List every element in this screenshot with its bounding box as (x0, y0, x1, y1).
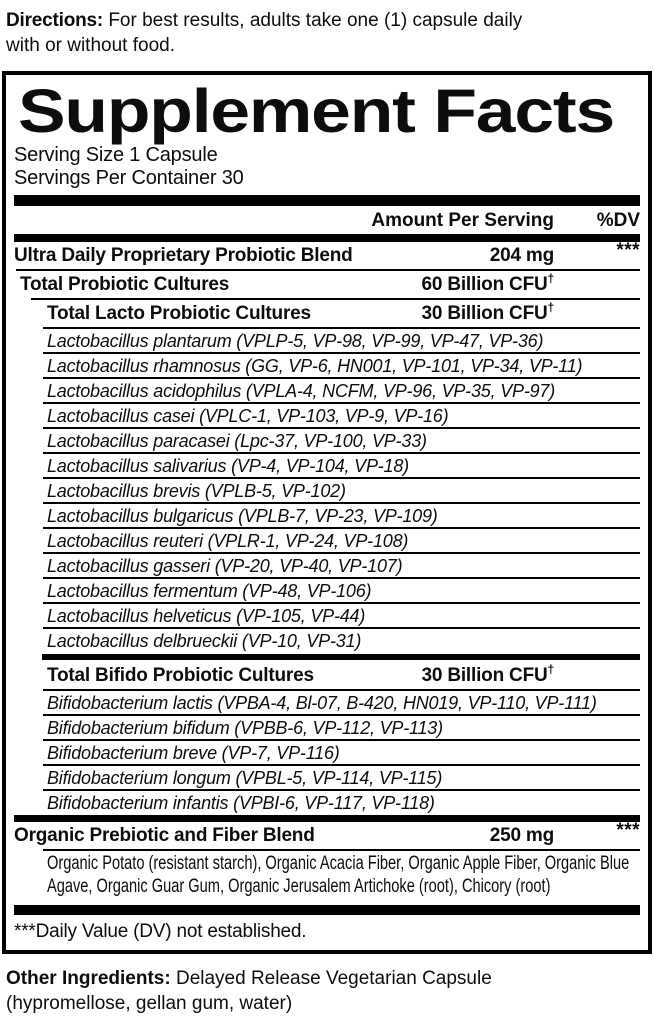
serving-size: Serving Size 1 Capsule (14, 144, 218, 166)
column-header-row (14, 206, 640, 234)
row-name: Organic Prebiotic and Fiber Blend (14, 825, 315, 846)
table-row (14, 716, 640, 739)
table-row (14, 329, 640, 352)
servings-per-container: Servings Per Container 30 (14, 167, 244, 189)
divider-thick-top (14, 195, 640, 206)
directions (6, 8, 558, 58)
ingredient-name: Lactobacillus brevis (VPLB-5, VP-102) (47, 480, 346, 501)
ingredient-name: Lactobacillus gasseri (VP-20, VP-40, VP-107) (47, 555, 403, 576)
row-amount (421, 662, 554, 686)
ingredient-name: Lactobacillus plantarum (VPLP-5, VP-98, VP-99, VP-47, VP-36) (47, 330, 544, 351)
ingredient-name: Bifidobacterium longum (VPBL-5, VP-114, VP-115) (47, 767, 443, 788)
table-row (14, 741, 640, 764)
other-ingredients-label: Other Ingredients: (6, 968, 171, 989)
ingredient-name: Lactobacillus acidophilus (VPLA-4, NCFM, VP-96, VP-35, VP-97) (47, 380, 556, 401)
panel-title (18, 77, 640, 145)
table-row (14, 479, 640, 502)
panel-title-text: Supplement Facts (18, 77, 614, 145)
ingredient-name: Lactobacillus bulgaricus (VPLB-7, VP-23, VP-109) (47, 505, 438, 526)
table-row (14, 791, 640, 814)
table-row (14, 554, 640, 577)
row-amount (421, 300, 554, 324)
prebiotic-ingredient-text: Organic Potato (resistant starch), Organic Acacia Fiber, Organic Apple Fiber, Organic Blue Agave, Organic Guar Gum, Organic Jerusalem Artichoke (root), Chicory (root) (47, 853, 630, 897)
table-row (14, 629, 640, 652)
ingredient-name: Lactobacillus delbrueckii (VP-10, VP-31) (47, 630, 362, 651)
row-name: Ultra Daily Proprietary Probiotic Blend (14, 245, 353, 266)
row-name: Total Probiotic Cultures (20, 274, 230, 295)
ingredient-name: Lactobacillus rhamnosus (GG, VP-6, HN001, VP-101, VP-34, VP-11) (47, 355, 583, 376)
row-amount: 204 mg (489, 245, 554, 266)
table-row (14, 691, 640, 714)
dv-asterisks: *** (616, 240, 640, 261)
row-amount (421, 271, 554, 295)
dv-asterisks: *** (616, 820, 640, 841)
table-row (14, 579, 640, 602)
ingredient-name: Lactobacillus casei (VPLC-1, VP-103, VP-9, VP-16) (47, 405, 449, 426)
table-row (14, 604, 640, 627)
divider-thick-footnote (14, 905, 640, 915)
table-row (14, 354, 640, 377)
table-row (14, 429, 640, 452)
ingredient-name: Lactobacillus salivarius (VP-4, VP-104, VP-18) (47, 455, 409, 476)
table-row (14, 454, 640, 477)
label-page (0, 8, 654, 1016)
row-dv (554, 820, 640, 846)
table-row (14, 766, 640, 789)
directions-label: Directions: (6, 10, 104, 31)
row-name: Total Bifido Probiotic Cultures (47, 665, 314, 686)
dv-footnote: ***Daily Value (DV) not established. (14, 921, 307, 942)
dagger-footnote-marker: † (547, 271, 554, 286)
amount-per-serving-header: Amount Per Serving (371, 210, 554, 231)
dagger-footnote-marker: † (547, 662, 554, 677)
table-row (14, 404, 640, 427)
dv-header: %DV (596, 210, 640, 231)
ingredient-name: Lactobacillus fermentum (VP-48, VP-106) (47, 580, 372, 601)
table-row (14, 529, 640, 552)
row-amount-text: 30 Billion CFU (421, 303, 548, 324)
row-amount: 250 mg (489, 825, 554, 846)
other-ingredients (6, 966, 530, 1016)
directions-text: For best results, adults take one (1) capsule daily with or without food. (6, 10, 523, 56)
ingredient-name: Lactobacillus helveticus (VP-105, VP-44) (47, 605, 366, 626)
ingredient-name: Lactobacillus paracasei (Lpc-37, VP-100, VP-33) (47, 430, 427, 451)
row-ultra-daily-blend (14, 242, 640, 269)
ingredient-name: Lactobacillus reuteri (VPLR-1, VP-24, VP-108) (47, 530, 409, 551)
prebiotic-ingredient-list (47, 851, 640, 903)
dagger-footnote-marker: † (547, 300, 554, 315)
table-row (14, 504, 640, 527)
ingredient-name: Bifidobacterium lactis (VPBA-4, Bl-07, B-420, HN019, VP-110, VP-111) (47, 692, 597, 713)
ingredient-name: Bifidobacterium breve (VP-7, VP-116) (47, 742, 340, 763)
divider-thick-header (14, 234, 640, 242)
other-ingredients-text: Delayed Release Vegetarian Capsule (hypromellose, gellan gum, water) (6, 968, 492, 1014)
ingredient-name: Bifidobacterium infantis (VPBI-6, VP-117, VP-118) (47, 792, 435, 813)
divider-thick-prebiotic (14, 815, 640, 822)
row-amount-text: 60 Billion CFU (421, 274, 548, 295)
row-prebiotic-fiber-blend (14, 822, 640, 849)
divider-thick-bifido (42, 654, 640, 660)
supplement-facts-panel (2, 71, 652, 954)
row-name: Total Lacto Probiotic Cultures (47, 303, 311, 324)
row-total-lacto-cultures (14, 300, 640, 327)
row-dv (554, 240, 640, 266)
table-row (14, 379, 640, 402)
row-total-bifido-cultures (14, 662, 640, 689)
ingredient-name: Bifidobacterium bifidum (VPBB-6, VP-112, VP-113) (47, 717, 443, 738)
row-total-probiotic-cultures (14, 271, 640, 298)
row-amount-text: 30 Billion CFU (421, 665, 548, 686)
